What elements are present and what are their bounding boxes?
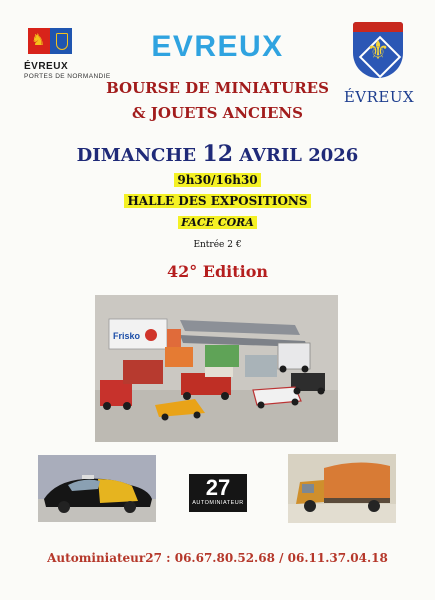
frisko-label: Frisko [113,331,141,341]
venue [0,194,435,208]
date-day: DIMANCHE [76,145,197,166]
taxi-illustration [38,455,156,522]
autominiateur-logo [189,474,247,512]
logo-name: ÉVREUX [24,61,69,72]
opening-hours [0,173,435,187]
entry-fee: Entrée 2 € [193,240,242,250]
logo-tagline: PORTES DE NORMANDIE [24,73,111,80]
truck-model-photo [288,454,396,523]
subtitle-line-1: BOURSE DE MINIATURES [106,79,329,97]
club-logo-text: AUTOMINIATEUR [192,500,244,506]
opening-hours-text: 9h30/16h30 [174,173,260,187]
venue-text: HALLE DES EXPOSITIONS [124,194,310,208]
location-text: FACE CORA [178,216,257,229]
page-title: EVREUX [151,30,284,63]
toy-vehicles-illustration [95,295,338,442]
toy-vehicles-photo [95,295,338,442]
date-month-year: AVRIL 2026 [239,145,359,166]
subtitle-line-2: & JOUETS ANCIENS [132,104,303,122]
crest-label: ÉVREUX [343,88,415,106]
edition-label: 42° Edition [166,262,269,281]
contact-phone-numbers: Autominiateur27 : 06.67.80.52.68 / 06.11.37.04.18 [47,551,388,565]
truck-illustration [288,454,396,523]
taxi-model-photo [38,455,156,522]
event-date [0,141,435,167]
club-logo-number: 27 [205,475,231,500]
lion-icon: ♞ [31,30,46,49]
date-day-number: 12 [202,141,234,167]
fleur-de-lis-icon: ⚜ [366,36,390,66]
location [0,216,435,229]
